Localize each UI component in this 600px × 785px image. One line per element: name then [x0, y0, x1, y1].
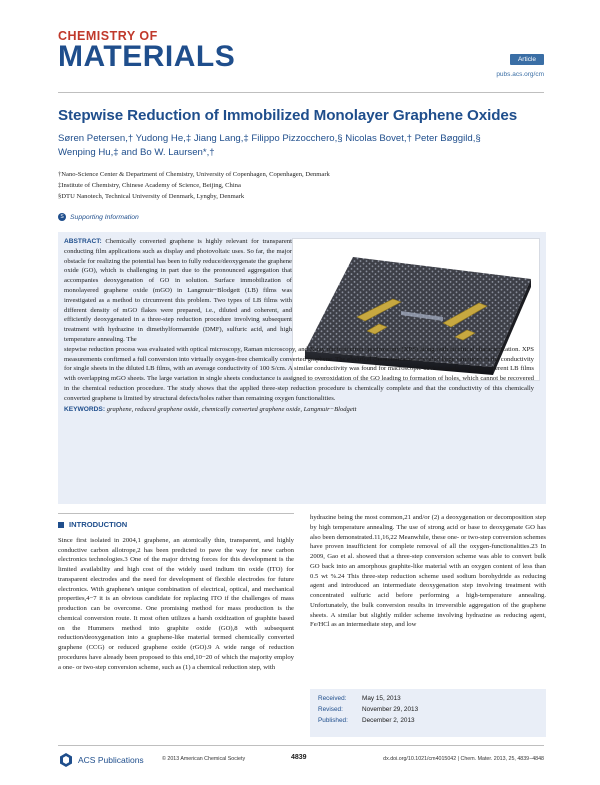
body-column-right	[310, 513, 546, 630]
affiliation: †Nano-Science Center & Department of Chemistry, University of Copenhagen, Copenhagen, Denmark	[58, 171, 330, 178]
header-divider	[58, 92, 544, 93]
journal-logo	[58, 30, 235, 72]
supporting-info-icon: S	[58, 213, 66, 221]
received-row	[318, 693, 538, 704]
affiliation-list	[58, 169, 548, 202]
published-label: Published:	[318, 717, 348, 724]
abstract-text-wide: stepwise reduction process was evaluated with optical microscopy, Raman microscopy, and X-ray photoelectron spectroscopy (XPS) along with electrical characterization. XPS measurements confirmed a full conversion into virtually oxygen-free chemically converted graphene. The electrical characterization revealed large variations in the conductivity for single sheets in the diluted LB films, with an average conductivity of 100 S/cm. A similar conductivity was found for macroscopic devices made from the coherent LB films with overlapping mGO sheets. The large variation in single sheets conductance is assigned to overoxidation of the GO leading to formation of holes, which cannot be recovered in the chemical reduction procedure. The study shows that the applied three-step reduction procedure is chemically complete and that the conductivity of this chemically converted graphene is limited by structural defects/holes rather than remaining oxygen functionalities.	[64, 345, 534, 402]
publication-history	[310, 689, 546, 737]
page-number: 4839	[291, 754, 307, 761]
abstract-text: Chemically converted graphene is highly relevant for transparent conducting film applications such as display and photovoltaic uses. So far, the major obstacle for realizing the potential has been to fully reduce/deoxygenate the graphene oxide (GO), which is challenging in part due to the pronounced aggregation that accompanies deoxygenation of GO in solution. Surface immobilization of monolayered graphene oxide (mGO) in Langmuir−Blodgett (LB) films was investigated as a method to circumvent this problem. Two types of LB films with different density of mGO flakes were prepared, i.e., diluted and coherent, and efficiently deoxygenated in a three-step reduction procedure involving subsequent treatment with hydrazine in dimethylformamide (DMF), sulfuric acid, and high temperature annealing. The	[64, 238, 292, 343]
received-label: Received:	[318, 695, 347, 702]
author-line[interactable]: Søren Petersen,† Yudong He,‡ Jiang Lang,‡ Filippo Pizzocchero,§ Nicolas Bovet,† Peter Bøggild,§	[58, 133, 481, 144]
author-list	[58, 132, 548, 160]
abstract-label: ABSTRACT:	[64, 238, 102, 245]
introduction-paragraph-continued: hydrazine being the most common,21 and/or (2) a deoxygenation or decomposition step by high temperature annealing. The use of strong acid or base to deoxygenate GO has also been demonstrated.11,16,22 Meanwhile, these one- or two-step conversion schemes have proven insufficient for complete removal of all the oxygen-functionalities.23 In 2009, Gao et al. showed that a three-step conversion scheme was able to convert bulk GO back into an amorphous graphite-like material with an oxygen content of less than 0.5 wt %.24 This three-step reduction scheme used sodium borohydride as reducing agent and introduced an intermediate deoxygenation step involving treatment with concentrated sulfuric acid before performing a high-temperature annealing. Unfortunately, the bulk conversion results in irreversible aggregation of the graphene sheets. A similar but slightly milder scheme involving hydrazine as reducing agent, Fe/HCl as an intermediate step, and low	[310, 514, 546, 629]
publisher-name: ACS Publications	[78, 755, 144, 765]
introduction-heading-text: INTRODUCTION	[69, 520, 128, 529]
doi-citation[interactable]: dx.doi.org/10.1021/cm4015042 | Chem. Mater. 2013, 25, 4839−4848	[383, 756, 544, 762]
journal-url-link[interactable]: pubs.acs.org/cm	[496, 71, 544, 78]
author-line[interactable]: Wenping Hu,‡ and Bo W. Laursen*,†	[58, 147, 215, 158]
body-column-left	[58, 513, 294, 672]
section-marker-icon	[58, 522, 64, 528]
keywords-label: KEYWORDS:	[64, 405, 106, 413]
logo-top-text: CHEMISTRY OF	[58, 29, 158, 43]
revised-row	[318, 704, 538, 715]
abstract-text-narrow	[64, 237, 292, 345]
copyright-notice: © 2013 American Chemical Society	[162, 756, 246, 762]
introduction-paragraph: Since first isolated in 2004,1 graphene, an atomically thin, transparent, and highly conductive carbon allotrope,2 has been predicted to pave the way for new carbon electronics technologies.3 One of the major driving forces for this development is the limited availability and high cost of the widely used indium tin oxide (ITO) for transparent electrodes and the need for development of flexible electrodes for future electronics. With graphene's unique combination of electrical, optical, and mechanical properties,4−7 it is an obvious candidate for replacing ITO if the challenges of mass production can be overcome. One promising method for mass production is the chemical conversion route. It most often utilizes a harsh oxidization of graphite based on the Hummers method into graphite oxide (GO),8 with subsequent reduction/deoxygenation into a graphene-like material termed chemically converted graphene (CCG) or reduced graphene oxide (rGO).9 A wide range of reduction procedures have already been proposed to this end,10−20 of which the majority employ a one- or two-step conversion scheme, such as (1) a chemical reduction step, with	[58, 536, 294, 671]
published-row	[318, 715, 538, 726]
footer-divider	[58, 745, 544, 746]
keywords	[64, 405, 534, 415]
revised-date: November 29, 2013	[362, 706, 419, 713]
acs-publications-logo	[58, 752, 144, 768]
supporting-information-link[interactable]	[58, 213, 139, 221]
published-date: December 2, 2013	[362, 717, 415, 724]
logo-bottom-text: MATERIALS	[58, 39, 236, 73]
keywords-values: graphene, reduced graphene oxide, chemically converted graphene oxide, Langmuir−Blodgett	[106, 405, 357, 413]
revised-label: Revised:	[318, 706, 343, 713]
introduction-heading	[58, 513, 294, 530]
article-title: Stepwise Reduction of Immobilized Monolayer Graphene Oxides	[58, 107, 518, 124]
supporting-info-label: Supporting Information	[70, 213, 139, 221]
article-type-badge: Article	[510, 54, 544, 65]
affiliation: §DTU Nanotech, Technical University of Denmark, Lyngby, Denmark	[58, 193, 245, 200]
received-date: May 15, 2013	[362, 695, 401, 702]
abstract	[64, 237, 534, 415]
acs-hexagon-icon	[58, 752, 74, 768]
affiliation: ‡Institute of Chemistry, Chinese Academy of Science, Beijing, China	[58, 182, 241, 189]
